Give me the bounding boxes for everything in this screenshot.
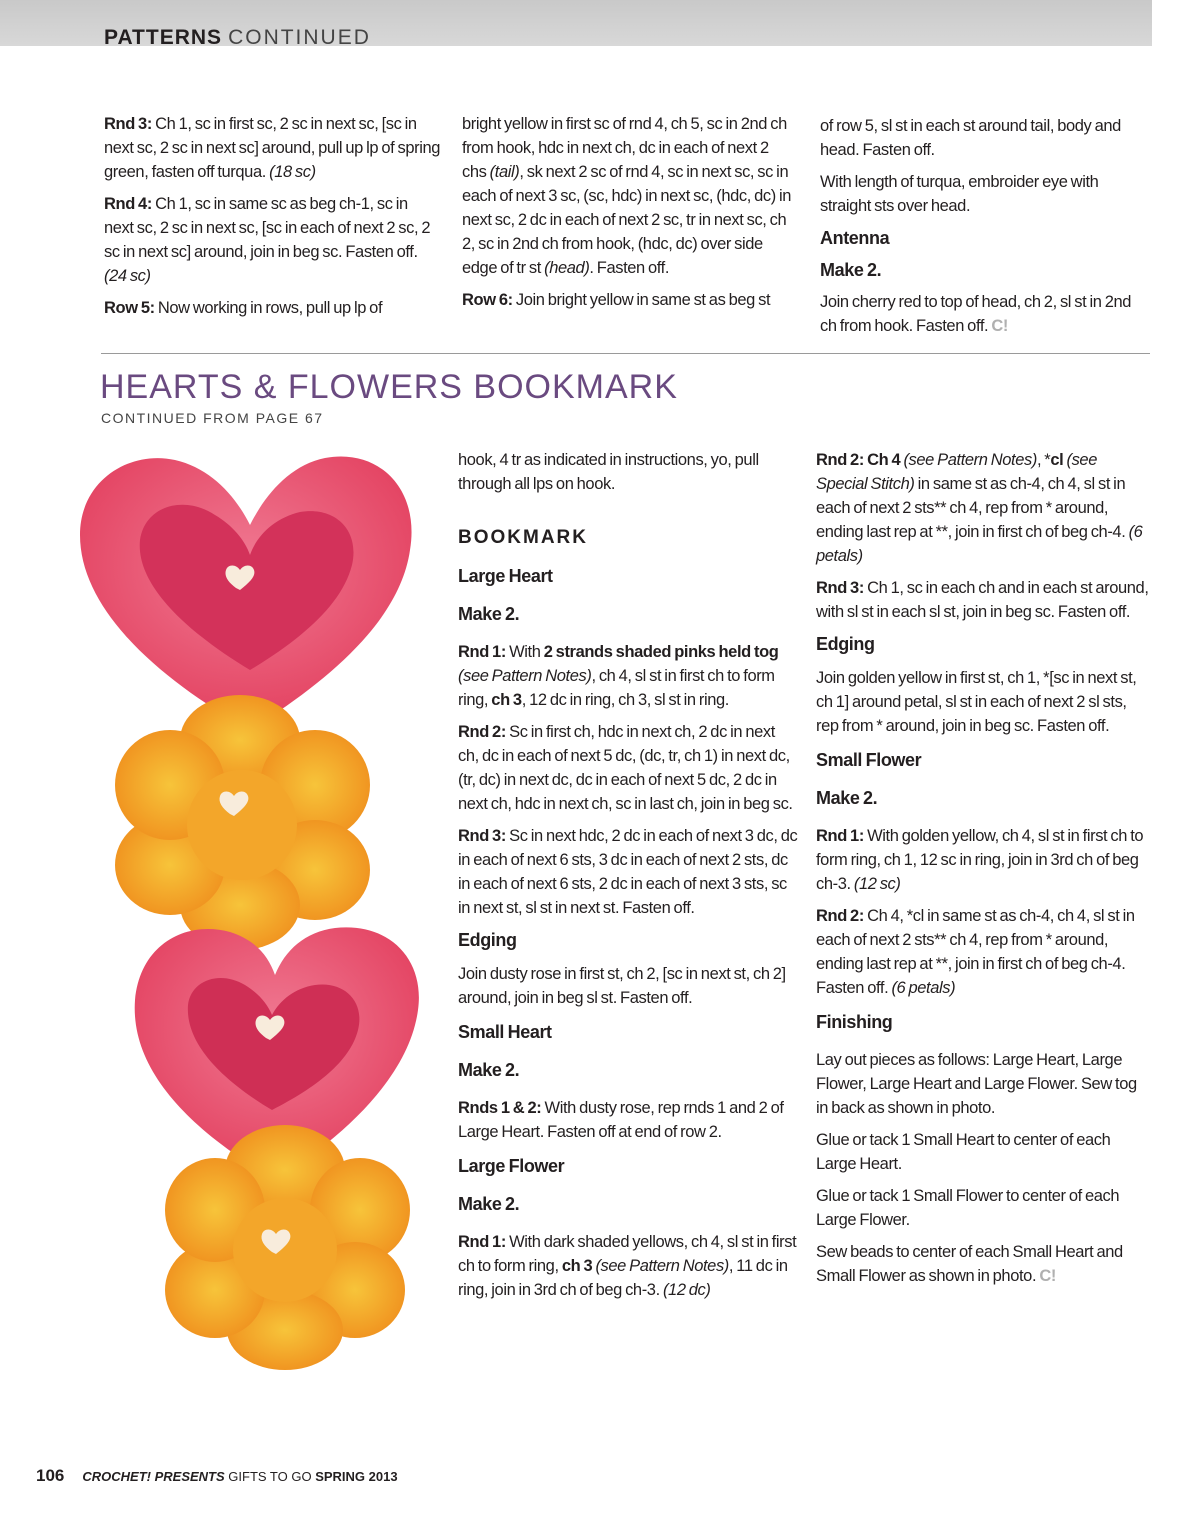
note: (tail) [489,163,520,181]
text: With dusty rose, rep rnds 1 and 2 of Large Heart. Fasten off at end of row 2. [458,1099,784,1141]
text: Sc in next hdc, 2 dc in each of next 3 dc, dc in each of next 6 sts, 3 dc in each of next 2 sts, dc in each of next 6 sts, 2 dc in each of next 3 sts, sc in next st, sl st in next st. Fasten off. [458,827,798,917]
label: Rnd 3: [104,115,152,133]
label: Row 5: [104,299,155,317]
label: Rnd 3: [816,579,864,597]
large-flower-heading: Large Flower [458,1156,565,1176]
large-flower-make2: Make 2. [458,1194,520,1214]
label: Rnds 1 & 2: [458,1099,542,1117]
finishing-para1: Lay out pieces as follows: Large Heart, Large Flower, Large Heart and Large Flower. Sew tog in back as shown in photo. [816,1051,1137,1117]
sf-rnd1 [816,824,1150,896]
label: Rnd 4: [104,195,152,213]
lf-rnd3 [816,576,1150,624]
top-col2-para [462,112,792,280]
lf-rnd1 [458,1230,798,1302]
text: , 11 dc in ring, join in 3rd ch of beg ch-3. [458,1257,788,1299]
end-mark: C! [1039,1267,1056,1285]
finishing-heading: Finishing [816,1012,893,1032]
note: (see Pattern Notes) [458,667,592,685]
section-subtitle: CONTINUED FROM PAGE 67 [101,410,324,426]
mid-intro: hook, 4 tr as indicated in instructions, yo, pull through all lps on hook. [458,451,759,493]
text: Sew beads to center of each Small Heart and Small Flower as shown in photo. [816,1243,1123,1285]
issue-season: SPRING 2013 [315,1469,398,1484]
count: (24 sc) [104,267,151,285]
text: , * [1036,451,1051,469]
text: With golden yellow, ch 4, sl st in first ch to form ring, ch 1, 12 sc in ring, join in 3rd ch of beg ch-3. [816,827,1144,893]
finishing-para3: Glue or tack 1 Small Flower to center of each Large Flower. [816,1187,1120,1229]
label: Rnd 1: [816,827,864,845]
top-row5 [104,296,440,320]
text: Ch 1, sc in same sc as beg ch-1, sc in next sc, 2 sc in next sc, [sc in each of next 2 sc, 2 sc in next sc] around, join in beg sc. Fasten off. [104,195,431,261]
count: (12 sc) [853,875,901,893]
note: (see Special Stitch) [816,451,1097,493]
label: Rnd 2: Ch 4 [816,451,901,469]
sf-rnd2 [816,904,1150,1000]
finishing-para4 [816,1240,1150,1288]
bookmark-photo [60,440,440,1370]
text: With dark shaded yellows, ch 4, sl st in first ch to form ring, [458,1233,797,1275]
text: . Fasten off. [589,259,670,277]
sh-rnds12 [458,1096,798,1144]
text: With [505,643,544,661]
small-heart-heading: Small Heart [458,1022,552,1042]
right-column [816,448,1150,1296]
footer [36,1466,398,1486]
header-title-continued: CONTINUED [228,26,371,49]
text: , ch 4, sl st in first ch to form ring, [458,667,775,709]
large-heart-1 [80,457,412,730]
page-number: 106 [36,1466,65,1485]
count: (18 sc) [269,163,316,181]
bold-text: ch 3 [561,1257,593,1275]
small-heart-make2: Make 2. [458,1060,520,1080]
top-column-1 [104,112,440,328]
lh-edging-heading: Edging [458,930,517,950]
text: bright yellow in first sc of rnd 4, ch 5, sc in 2nd ch from hook, hdc in next ch, dc in each of next 2 chs [462,115,787,181]
antenna-heading: Antenna [820,228,890,248]
count: (6 petals) [891,979,956,997]
text: Now working in rows, pull up lp of [154,299,383,317]
lh-rnd1 [458,640,798,712]
bookmark-heading: BOOKMARK [458,527,588,548]
top-col3-para2: With length of turqua, embroider eye with straight sts over head. [820,173,1099,215]
lf-edging-text: Join golden yellow in first st, ch 1, *[sc in next st, ch 1] around petal, sl st in each of next 2 sl sts, rep from * around, join in beg sc. Fasten off. [816,669,1137,735]
note: (see Pattern Notes) [900,451,1037,469]
text: Ch 1, sc in each ch and in each st around, with sl st in each sl st, join in beg sc. Fasten off. [816,579,1149,621]
count: (6 petals) [816,523,1143,565]
label: Rnd 2: [458,723,506,741]
label: Rnd 2: [816,907,864,925]
small-flower-make2: Make 2. [816,788,878,808]
text: , sk next 2 sc of rnd 4, sc in next sc, sc in each of next 3 sc, (sc, hdc) in next sc, (hdc, dc) in next sc, 2 dc in each of next 2 sc, tr in next sc, ch 2, sc in 2nd ch from hook, (hdc, dc) over side edge of tr st [462,163,792,277]
top-col3-para1: of row 5, sl st in each st around tail, body and head. Fasten off. [820,117,1121,159]
section-divider [101,353,1150,354]
label: Rnd 1: [458,643,506,661]
note: (head) [544,259,590,277]
header-title-bold: PATTERNS [104,26,223,49]
lh-rnd2 [458,720,798,816]
top-column-2 [462,112,792,320]
label: Row 6: [462,291,513,309]
section-title: HEARTS & FLOWERS BOOKMARK [100,368,678,406]
end-mark: C! [991,317,1009,335]
issue-name: GIFTS TO GO [224,1469,316,1484]
text: in same st as ch-4, ch 4, sl st in each of next 2 sts** ch 4, rep from * around, ending last rep at **, join in first ch of beg ch-4. [816,475,1129,541]
top-rnd3 [104,112,440,184]
top-column-3 [820,114,1150,346]
count: (12 dc) [662,1281,711,1299]
large-flower-1 [115,695,370,950]
text: , 12 dc in ring, ch 3, sl st in ring. [521,691,729,709]
lh-rnd3 [458,824,798,920]
bold-text: ch 3 [491,691,522,709]
top-row6 [462,288,792,312]
small-flower-heading: Small Flower [816,750,922,770]
large-flower-2 [165,1125,410,1370]
large-heart-make2: Make 2. [458,604,520,624]
lf-rnd2 [816,448,1150,568]
text: Ch 1, sc in first sc, 2 sc in next sc, [sc in next sc, 2 sc in next sc] around, pull up lp of spring green, fasten off turqua. [104,115,441,181]
text: Sc in first ch, hdc in next ch, 2 dc in next ch, dc in each of next 5 dc, (dc, tr, ch 1) in next dc, (tr, dc) in next dc, dc in each of next 5 dc, 2 dc in next ch, hdc in next ch, sc in last ch, join in beg sc. [458,723,793,813]
lh-edging-text: Join dusty rose in first st, ch 2, [sc in next st, ch 2] around, join in beg sl st. Fasten off. [458,965,786,1007]
label: Rnd 3: [458,827,506,845]
bold-text: cl [1050,451,1064,469]
antenna-make2: Make 2. [820,260,882,280]
top-col3-para3 [820,290,1150,338]
header-title [104,26,371,50]
top-rnd4 [104,192,440,288]
bold-text: 2 strands shaded pinks held tog [543,643,779,661]
note: (see Pattern Notes) [595,1257,729,1275]
lf-edging-heading: Edging [816,634,875,654]
text: Join cherry red to top of head, ch 2, sl st in 2nd ch from hook. Fasten off. [820,293,1132,335]
finishing-para2: Glue or tack 1 Small Heart to center of each Large Heart. [816,1131,1111,1173]
magazine-name: CROCHET! PRESENTS [82,1469,225,1484]
label: Rnd 1: [458,1233,506,1251]
text: Ch 4, *cl in same st as ch-4, ch 4, sl st in each of next 2 sts** ch 4, rep from * around, ending last rep at **, join in first ch of beg ch-4. Fasten off. [816,907,1135,997]
large-heart-heading: Large Heart [458,566,553,586]
middle-column [458,448,798,1310]
text: Join bright yellow in same st as beg st [512,291,771,309]
